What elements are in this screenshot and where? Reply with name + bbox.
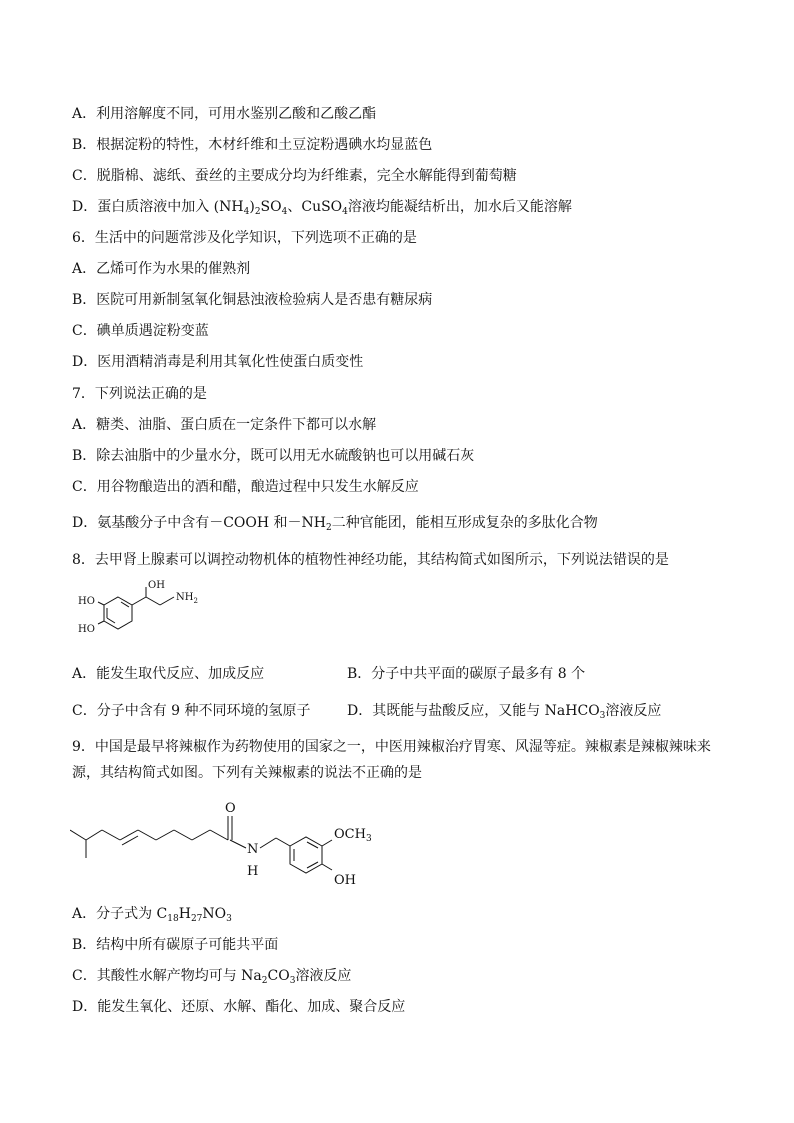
norepinephrine-structure [70,580,220,658]
q7-option-d: D．氨基酸分子中含有－COOH 和$-NH_2$二种官能团，能相互形成复杂的多肽化合物 [72,515,598,533]
q9-option-b: B．结构中所有碳原子可能共平面 [72,937,279,953]
q5-option-a: A．利用溶解度不同，可用水鉴别乙酸和乙酸乙酯 [72,106,377,122]
mol-ho-upper: HO [78,596,95,607]
q6-option-b: B．医院可用新制氢氧化铜悬浊液检验病人是否患有糖尿病 [72,292,433,308]
mol-och3: $OCH_3$ [334,827,372,844]
mol-ho-lower: HO [78,624,95,635]
q8-option-b: B．分子中共平面的碳原子最多有 8 个 [347,666,586,682]
q5-option-d: D．蛋白质溶液中加入 $(NH_4)_2SO_4$、CuSO$_4$溶液均能凝结析出，加水后又能溶解 [72,199,572,217]
q6-stem: 6．生活中的问题常涉及化学知识，下列选项不正确的是 [72,230,417,246]
q7-stem: 7．下列说法正确的是 [72,386,207,402]
mol-oh-top: OH [148,580,165,591]
mol-h: H [247,864,259,879]
q5-option-c: C．脱脂棉、滤纸、蚕丝的主要成分均为纤维素，完全水解能得到葡萄糖 [72,168,517,184]
q7-option-b: B．除去油脂中的少量水分，既可以用无水硫酸钠也可以用碱石灰 [72,448,475,464]
q8-stem: 8．去甲肾上腺素可以调控动物机体的植物性神经功能，其结构简式如图所示，下列说法错误的是 [72,552,669,568]
mol-o: O [225,801,236,816]
q9-option-c: C．其酸性水解产物均可与 $Na_2CO_3$溶液反应 [72,968,352,986]
q9-option-d: D．能发生氧化、还原、水解、酯化、加成、聚合反应 [72,999,406,1015]
q9-option-a: A．分子式为 $C_{18}H_{27}NO_3$ [72,906,232,924]
q9-stem: 9．中国是最早将辣椒作为药物使用的国家之一，中医用辣椒治疗胃寒、风湿等症。辣椒素是辣椒辣味来源，其结构简式如图。下列有关辣椒素的说法不正确的是 [72,739,711,781]
q6-option-c: C．碘单质遇淀粉变蓝 [72,323,209,339]
mol-n: N [247,842,259,857]
q8-option-a: A．能发生取代反应、加成反应 [72,666,265,682]
q6-option-a: A．乙烯可作为水果的催熟剂 [72,261,251,277]
mol-oh: OH [334,873,356,888]
q8-option-c: C．分子中含有 9 种不同环境的氢原子 [72,703,311,719]
q8-option-d: D．其既能与盐酸反应，又能与 NaHCO$_3$溶液反应 [347,703,662,721]
q7-option-a: A．糖类、油脂、蛋白质在一定条件下都可以水解 [72,417,377,433]
q5-option-b: B．根据淀粉的特性，木材纤维和土豆淀粉遇碘水均显蓝色 [72,137,433,153]
q6-option-d: D．医用酒精消毒是利用其氧化性使蛋白质变性 [72,354,364,370]
q7-option-c: C．用谷物酿造出的酒和醋，酿造过程中只发生水解反应 [72,479,419,495]
capsaicin-structure [70,800,390,892]
mol-nh2: $NH_2$ [176,592,198,605]
